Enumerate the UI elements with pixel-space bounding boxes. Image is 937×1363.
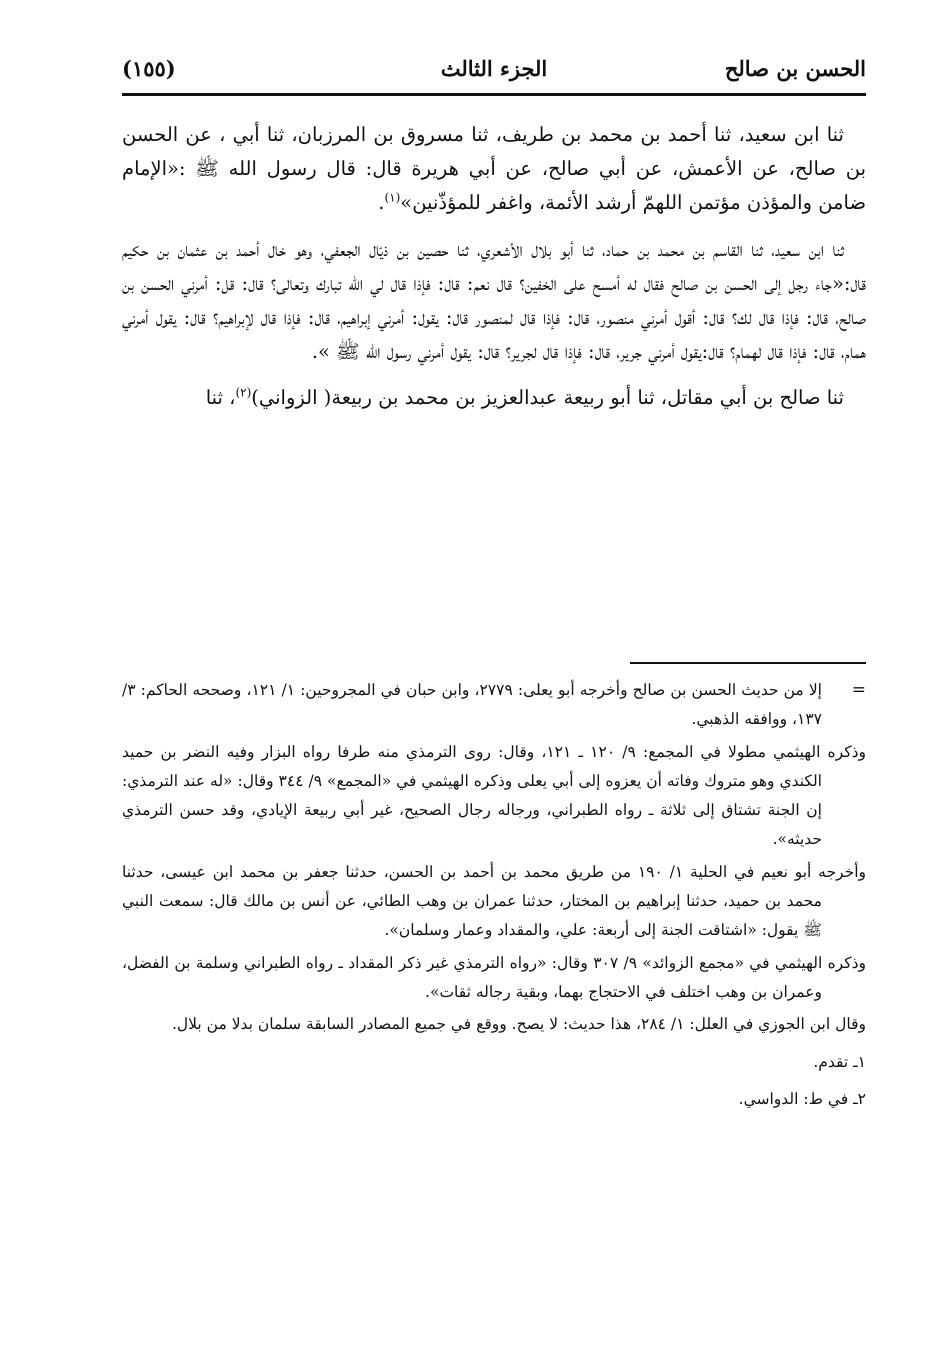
footnote-paragraph: وقال ابن الجوزي في العلل: ١/ ٢٨٤، هذا حديث: لا يصح. ووقع في جميع المصادر السابقة سلمان بدلا من بلال. bbox=[171, 1015, 866, 1034]
footnote-ref-2: (٢) bbox=[235, 385, 252, 400]
footnote-1: ١ـ تقدم. bbox=[813, 1052, 866, 1071]
footnote-separator bbox=[630, 662, 866, 664]
footnote-paragraph: وأخرجه أبو نعيم في الحلية ١/ ١٩٠ من طريق محمد بن أحمد بن الحسن، حدثنا جعفر بن محمد ابن عيسى، حدثنا محمد بن حميد، حدثنا إبراهيم بن المختار، حدثنا عمران بن وهب الطائي، عن أنس بن مالك قال: سمعت النبي ﷺ يقول: «اشتاقت الجنة إلى أربعة: علي، والمقداد وعمار وسلمان». bbox=[122, 862, 866, 940]
continuation-marker: = bbox=[851, 680, 866, 700]
body-paragraph-3 bbox=[122, 381, 866, 415]
footnote-paragraph: وذكره الهيثمي في «مجمع الزوائد» ٩/ ٣٠٧ وقال: «رواه الترمذي غير ذكر المقداد ـ رواه الطبراني وسلمة بن الفضل، وعمران بن وهب اختلف في الاحتجاج بهما، وبقية رجاله ثقات». bbox=[122, 953, 867, 1001]
running-head-volume: الجزء الثالث bbox=[440, 56, 548, 81]
main-text bbox=[122, 118, 866, 428]
paragraph-text: ثنا صالح بن أبي مقاتل، ثنا أبو ربيعة عبدالعزيز بن محمد بن ربيعة( الزواني)$^{(٢)}$، ثنا bbox=[205, 385, 844, 410]
body-paragraph-1: ثنا ابن سعيد، ثنا أحمد بن محمد بن طريف، ثنا مسروق بن المرزبان، ثنا أبي ، عن الحسن بن صالح، عن الأعمش، عن أبي صالح، عن أبي هريرة قال: قال رسول الله ﷺ :«الإمام ضامن والمؤذن مؤتمن اللهمّ أرشد الأئمة، واغفر للمؤذّنين»$^{(١)}$. bbox=[122, 123, 866, 215]
footnote-2: ٢ـ في ط: الدواسي. bbox=[738, 1089, 866, 1108]
page-number: (١٥٥) bbox=[122, 56, 176, 81]
footnote-ref-1: (١) bbox=[384, 190, 401, 205]
footnote-text: إلا من حديث الحسن بن صالح وأخرجه أبو يعلى: ٢٧٧٩، وابن حبان في المجروحين: ١/ ١٢١، وصححه الحاكم: ٣/ ١٣٧، ووافقه الذهبي. bbox=[122, 681, 822, 729]
page-header bbox=[122, 52, 866, 92]
header-rule bbox=[122, 93, 866, 96]
footnote-paragraph: وذكره الهيثمي مطولا في المجمع: ٩/ ١٢٠ ـ ١٢١، وقال: روى الترمذي منه طرفا رواه البزار وفيه النضر بن حميد الكندي وهو متروك وفاته أن يعزوه إلى أبي يعلى وذكره الهيثمي في «المجمع» ٩/ ٣٤٤ وقال: «له عند الترمذي: إن الجنة تشتاق إلى ثلاثة ـ رواه الطبراني، ورجاله رجال الصحيح، غير أبي ربيعة الإيادي، وقد حسن الترمذي حديثه». bbox=[122, 742, 866, 849]
paragraph-text: ثنا ابن سعيد، ثنا أحمد بن محمد بن طريف، ثنا مسروق بن المرزبان، ثنا أبي ، عن الحسن بن صالح، عن الأعمش، عن أبي صالح، عن أبي هريرة قال: قال رسول الله ﷺ :«الإمام ضامن والمؤذن مؤتمن اللهمّ أرشد الأئمة، واغفر للمؤذّنين» bbox=[122, 123, 866, 215]
body-paragraph-2: ثنا ابن سعيد، ثنا القاسم بن محمد بن حماد، ثنا أبو بلال الأشعري، ثنا حصين بن ذيّال الجعفي، وهو خال أحمد بن عثمان بن حكيم قال:«جاء رجل إلى الحسن بن صالح فقال له أمسح على الخفين؟ قال نعم: قال: فإذا قال لي الله تبارك وتعالى؟ قال: قل: أمرني الحسن بن صالح، قال: فإذا قال لك؟ قال: أقول أمرني منصور، قال: فإذا قال لمنصور قال: يقول: أمرني إبراهيم، قال: فإذا قال لإبراهيم؟ قال: يقول أمرني همام، قال: فإذا قال لهمام؟ قال:يقول أمرني جرير، قال: فإذا قال لجرير؟ قال: يقول أمرني رسول الله ﷺ ». bbox=[122, 237, 866, 364]
footnotes bbox=[122, 676, 866, 1117]
footnote-continuation bbox=[122, 676, 866, 735]
running-head-author: الحسن بن صالح bbox=[724, 56, 866, 81]
